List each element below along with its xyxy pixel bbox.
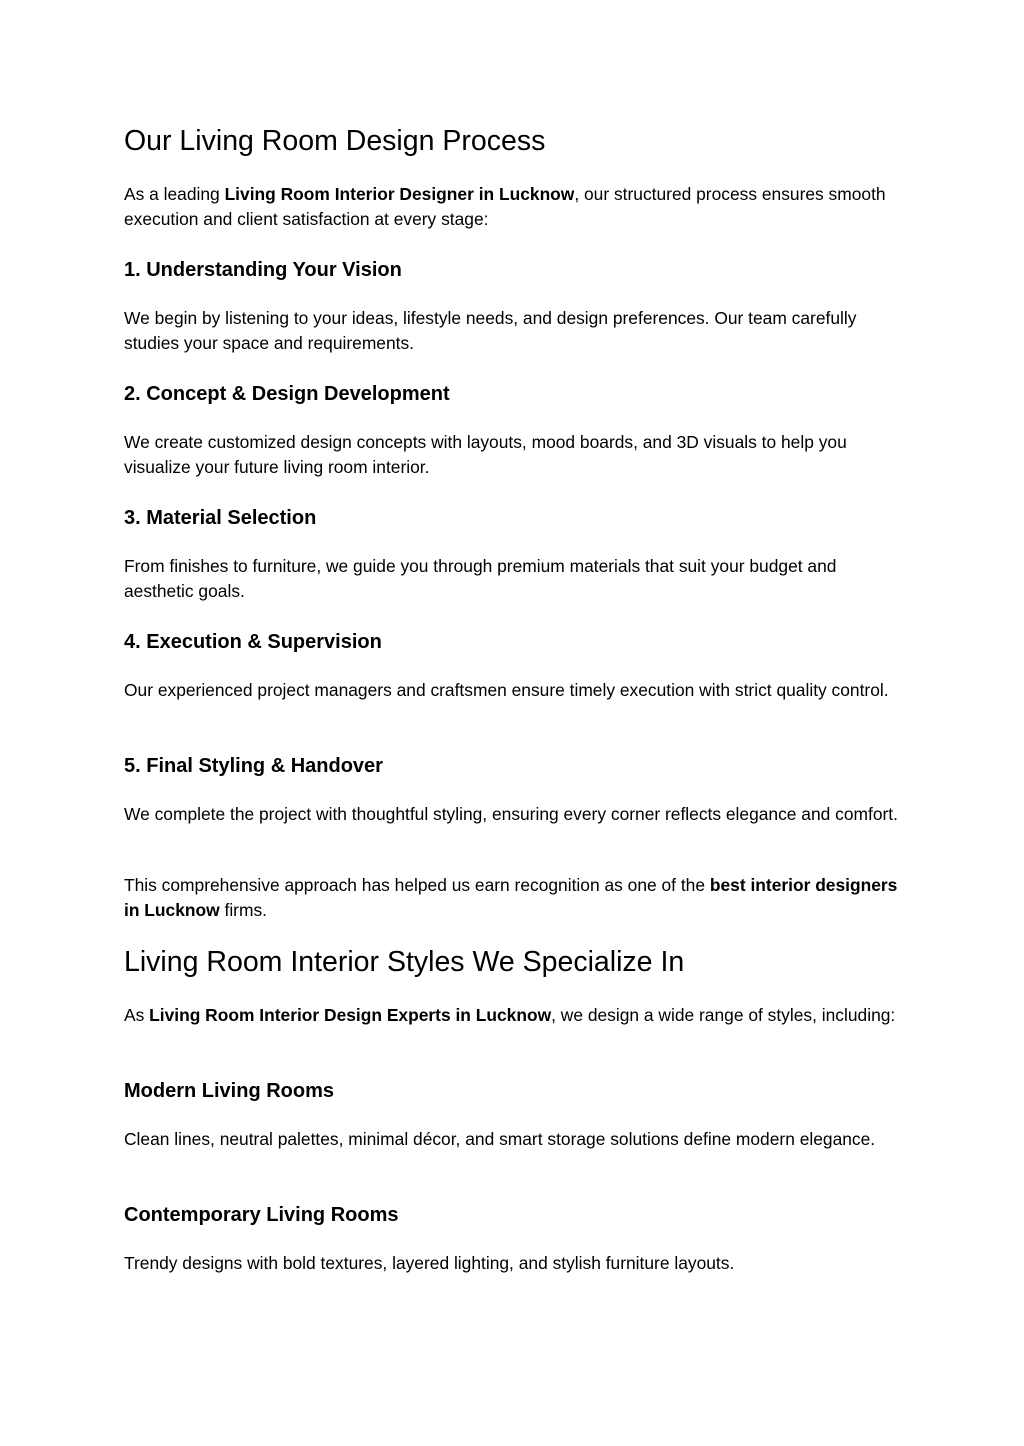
step-heading-4: 4. Execution & Supervision bbox=[124, 631, 382, 653]
closing-text: firms. bbox=[219, 900, 267, 920]
step-text-4: Our experienced project managers and craftsmen ensure timely execution with strict quality control. bbox=[124, 680, 889, 700]
intro-text: As a leading bbox=[124, 184, 225, 204]
step-text-5: We complete the project with thoughtful styling, ensuring every corner reflects elegance and comfort. bbox=[124, 804, 898, 824]
step-heading-2: 2. Concept & Design Development bbox=[124, 383, 450, 405]
style-heading-contemporary: Contemporary Living Rooms bbox=[124, 1204, 399, 1226]
intro-bold-text: Living Room Interior Designer in Lucknow bbox=[224, 184, 575, 204]
intro-text: , we design a wide range of styles, including: bbox=[551, 1005, 896, 1025]
style-text-modern: Clean lines, neutral palettes, minimal décor, and smart storage solutions define modern elegance. bbox=[124, 1129, 876, 1149]
section-title-design-process: Our Living Room Design Process bbox=[124, 125, 546, 157]
step-heading-3: 3. Material Selection bbox=[124, 507, 317, 529]
step-text-2: We create customized design concepts with layouts, mood boards, and 3D visuals to help you visualize your future living room interior. bbox=[124, 432, 847, 477]
intro-text: As bbox=[124, 1005, 150, 1025]
intro-text: , our structured process ensures smooth execution and client satisfaction at every stage: bbox=[124, 184, 886, 229]
style-heading-modern: Modern Living Rooms bbox=[124, 1080, 334, 1102]
step-text-1: We begin by listening to your ideas, lifestyle needs, and design preferences. Our team carefully studies your space and requirements. bbox=[124, 308, 857, 353]
step-heading-5: 5. Final Styling & Handover bbox=[124, 755, 383, 777]
styles-intro bbox=[124, 1003, 904, 1028]
section-title-styles: Living Room Interior Styles We Specialize In bbox=[124, 946, 685, 978]
closing-bold-text: best interior designers in Lucknow bbox=[124, 875, 898, 920]
style-text-contemporary: Trendy designs with bold textures, layered lighting, and stylish furniture layouts. bbox=[124, 1253, 735, 1273]
design-process-closing bbox=[124, 873, 904, 923]
step-text-3: From finishes to furniture, we guide you through premium materials that suit your budget and aesthetic goals. bbox=[124, 556, 837, 601]
intro-bold-text: Living Room Interior Design Experts in Lucknow bbox=[149, 1005, 552, 1025]
design-process-intro bbox=[124, 182, 904, 232]
step-heading-1: 1. Understanding Your Vision bbox=[124, 259, 402, 281]
closing-text: This comprehensive approach has helped us earn recognition as one of the bbox=[124, 875, 710, 895]
